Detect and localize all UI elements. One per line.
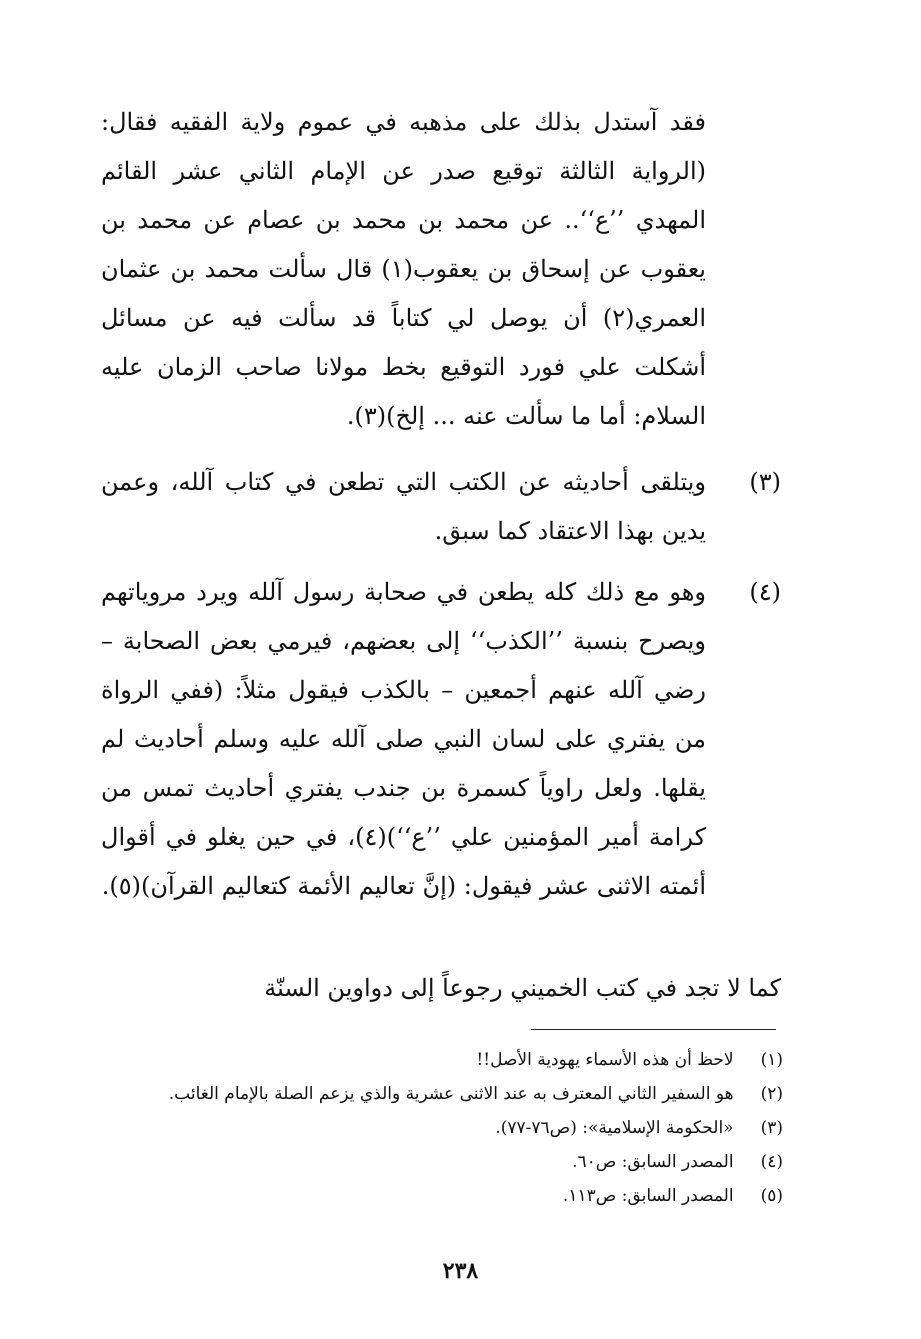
footnote-text: هو السفير الثاني المعترف به عند الاثنى عشرية والذي يزعم الصلة بالإمام الغائب.: [168, 1084, 734, 1104]
numbered-item-3: [101, 458, 781, 556]
footnote-number: (٥): [760, 1186, 783, 1206]
footnote-text: المصدر السابق: ص١١٣.: [562, 1186, 734, 1206]
footnote-5: [83, 1179, 783, 1213]
numbered-item-4: [101, 568, 781, 911]
closing-line: كما لا تجد في كتب الخميني رجوعاً إلى دواوين السنّة: [264, 974, 781, 1002]
footnote-number: (١): [760, 1050, 783, 1070]
footnote-number: (٢): [760, 1084, 783, 1104]
footnote-2: [83, 1077, 783, 1111]
item-text: ويتلقى أحاديثه عن الكتب التي تطعن في كتاب آلله، وعمن يدين بهذا الاعتقاد كما سبق.: [101, 468, 706, 545]
item-number: (٣): [749, 468, 781, 496]
footnotes: [83, 1043, 783, 1213]
item-number: (٤): [749, 578, 781, 606]
footnote-3: [83, 1111, 783, 1145]
footnote-separator: [531, 1029, 776, 1030]
footnote-1: [83, 1043, 783, 1077]
footnote-text: «الحكومة الإسلامية»: (ص٧٦-٧٧).: [495, 1118, 734, 1138]
footnote-number: (٤): [760, 1152, 783, 1172]
footnote-number: (٣): [760, 1118, 783, 1138]
footnote-4: [83, 1145, 783, 1179]
page-number: ٢٣٨: [442, 1258, 479, 1284]
footnote-text: لاحظ أن هذه الأسماء يهودية الأصل!!: [476, 1050, 734, 1070]
intro-paragraph: فقد آستدل بذلك على مذهبه في عموم ولاية الفقيه فقال: (الرواية الثالثة توقيع صدر عن الإمام الثاني عشر القائم المهدي ’’ع‘‘.. عن محمد بن محمد بن عصام عن محمد بن يعقوب عن إسحاق بن يعقوب(١) قال سألت محمد بن عثمان العمري(٢) أن يوصل لي كتاباً قد سألت فيه عن مسائل أشكلت علي فورد التوقيع بخط مولانا صاحب الزمان عليه السلام: أما ما سألت عنه ... إلخ)(٣).: [101, 108, 706, 430]
footnote-text: المصدر السابق: ص٦٠.: [572, 1152, 734, 1172]
item-text: وهو مع ذلك كله يطعن في صحابة رسول آلله ويرد مروياتهم ويصرح بنسبة ’’الكذب‘‘ إلى بعضهم، فيرمي بعض الصحابة – رضي آلله عنهم أجمعين – بالكذب فيقول مثلاً: (ففي الرواة من يفتري على لسان النبي صلى آلله عليه وسلم أحاديث لم يقلها. ولعل راوياً كسمرة بن جندب يفتري أحاديث تمس من كرامة أمير المؤمنين علي ’’ع‘‘)(٤)، في حين يغلو في أقوال أئمته الاثنى عشر فيقول: (إنَّ تعاليم الأئمة كتعاليم القرآن)(٥).: [101, 578, 706, 900]
